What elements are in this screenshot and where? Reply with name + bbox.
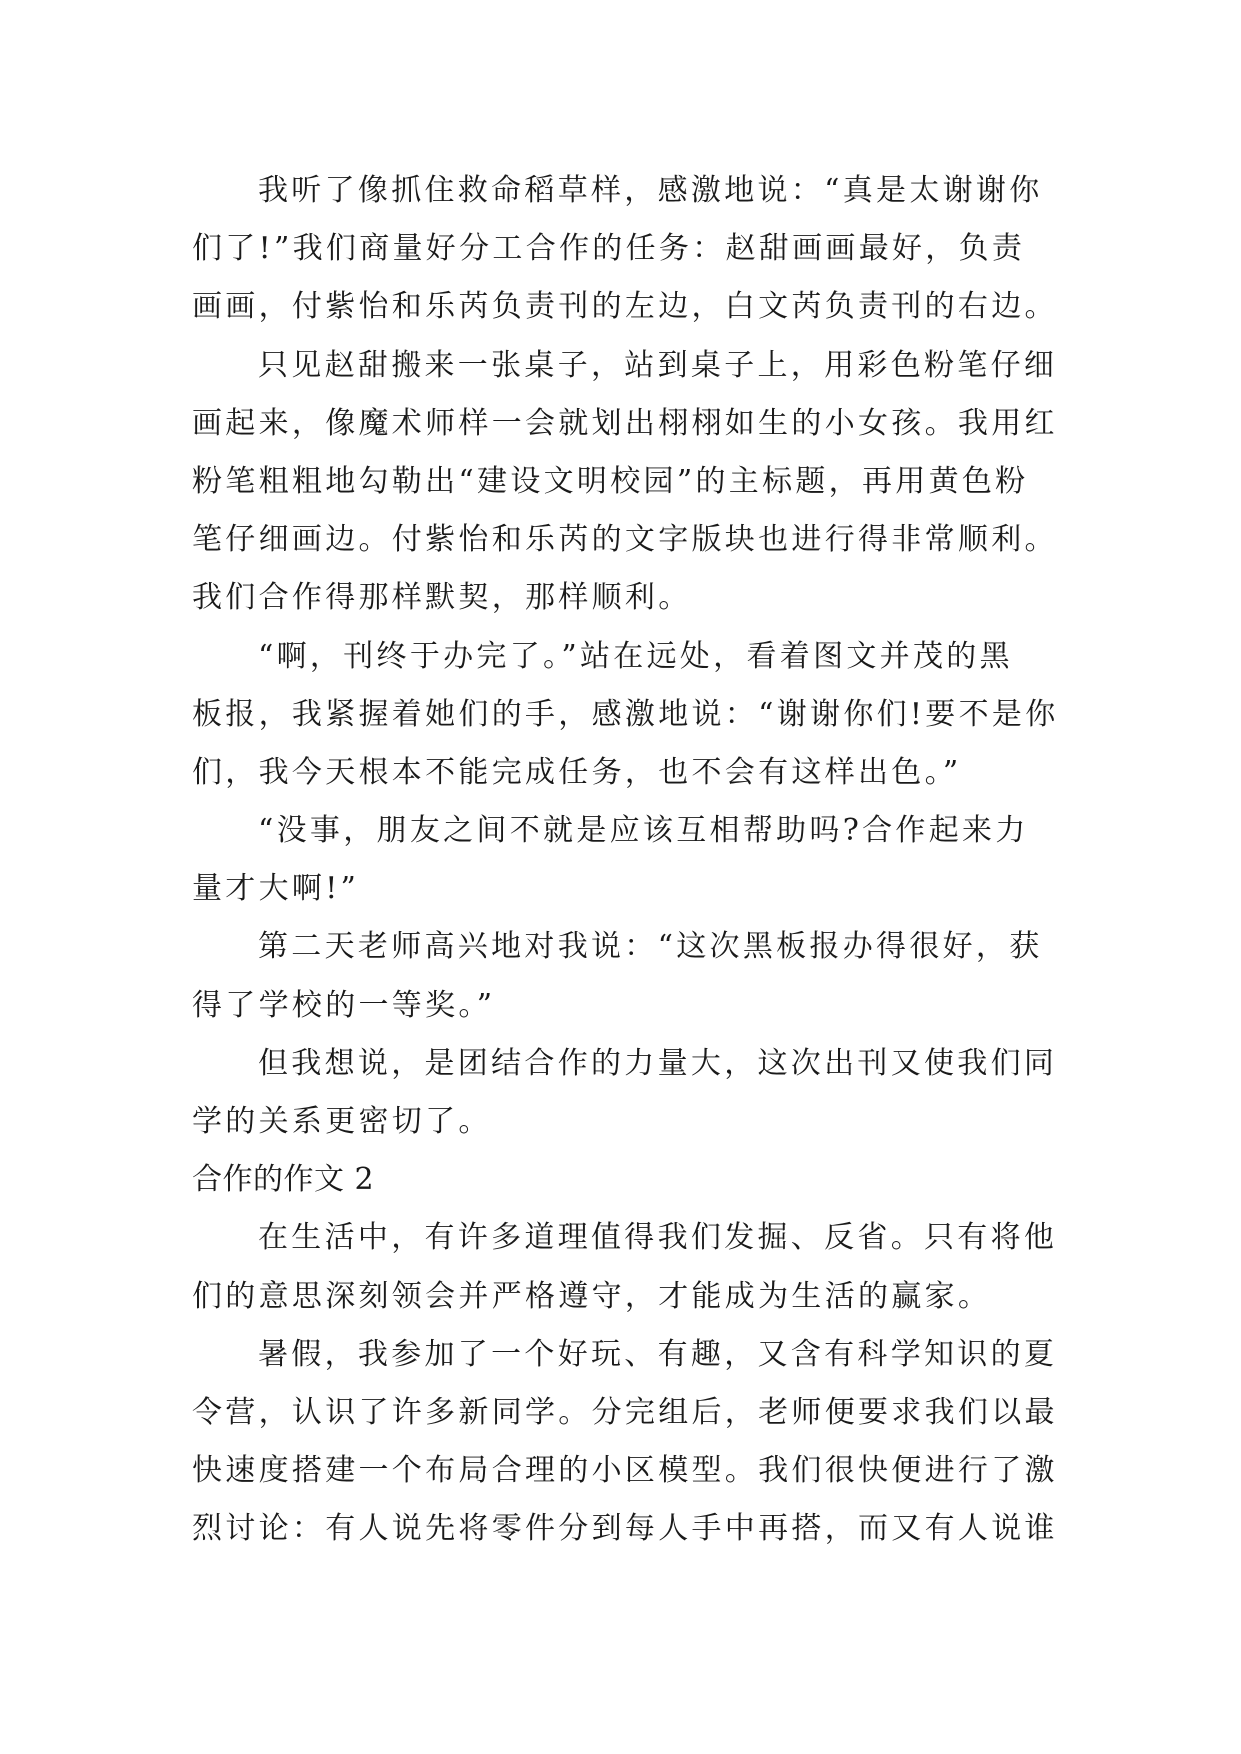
text-line: “啊，刊终于办完了。”站在远处，看着图文并茂的黑 [258,638,1013,674]
text-line: 们了!”我们商量好分工合作的任务：赵甜画画最好，负责 [192,231,1026,267]
text-line: 笔仔细画边。付紫怡和乐芮的文字版块也进行得非常顺利。 [192,522,1058,558]
text-line: 们的意思深刻领会并严格遵守，才能成为生活的赢家。 [192,1278,992,1314]
text-line: “没事，朋友之间不就是应该互相帮助吗?合作起来力 [258,813,1029,849]
text-line: 快速度搭建一个布局合理的小区模型。我们很快便进行了激 [192,1453,1058,1489]
section-heading: 合作的作文 2 [192,1162,375,1198]
text-line: 得了学校的一等奖。” [192,987,496,1023]
text-line: 在生活中，有许多道理值得我们发掘、反省。只有将他 [258,1220,1058,1256]
text-line: 但我想说，是团结合作的力量大，这次出刊又使我们同 [258,1045,1058,1081]
text-line: 板报，我紧握着她们的手，感激地说：“谢谢你们!要不是你 [192,696,1059,732]
text-line: 暑假，我参加了一个好玩、有趣，又含有科学知识的夏 [258,1336,1058,1372]
text-line: 画起来，像魔术师样一会就划出栩栩如生的小女孩。我用红 [192,405,1058,441]
text-line: 们，我今天根本不能完成任务，也不会有这样出色。” [192,754,962,790]
text-line: 烈讨论：有人说先将零件分到每人手中再搭，而又有人说谁 [192,1511,1058,1547]
text-line: 画画，付紫怡和乐芮负责刊的左边，白文芮负责刊的右边。 [192,289,1058,325]
text-line: 我听了像抓住救命稻草样，感激地说：“真是太谢谢你 [258,173,1043,208]
essay-body [192,162,1062,1559]
text-line: 学的关系更密切了。 [192,1104,492,1139]
text-line: 量才大啊!” [192,871,360,907]
text-line: 我们合作得那样默契，那样顺利。 [192,580,692,616]
text-line: 第二天老师高兴地对我说：“这次黑板报办得很好，获 [258,929,1043,965]
text-line: 粉笔粗粗地勾勒出“建设文明校园”的主标题，再用黄色粉 [192,463,1029,499]
text-line: 令营，认识了许多新同学。分完组后，老师便要求我们以最 [192,1394,1058,1430]
text-line: 只见赵甜搬来一张桌子，站到桌子上，用彩色粉笔仔细 [258,347,1058,383]
